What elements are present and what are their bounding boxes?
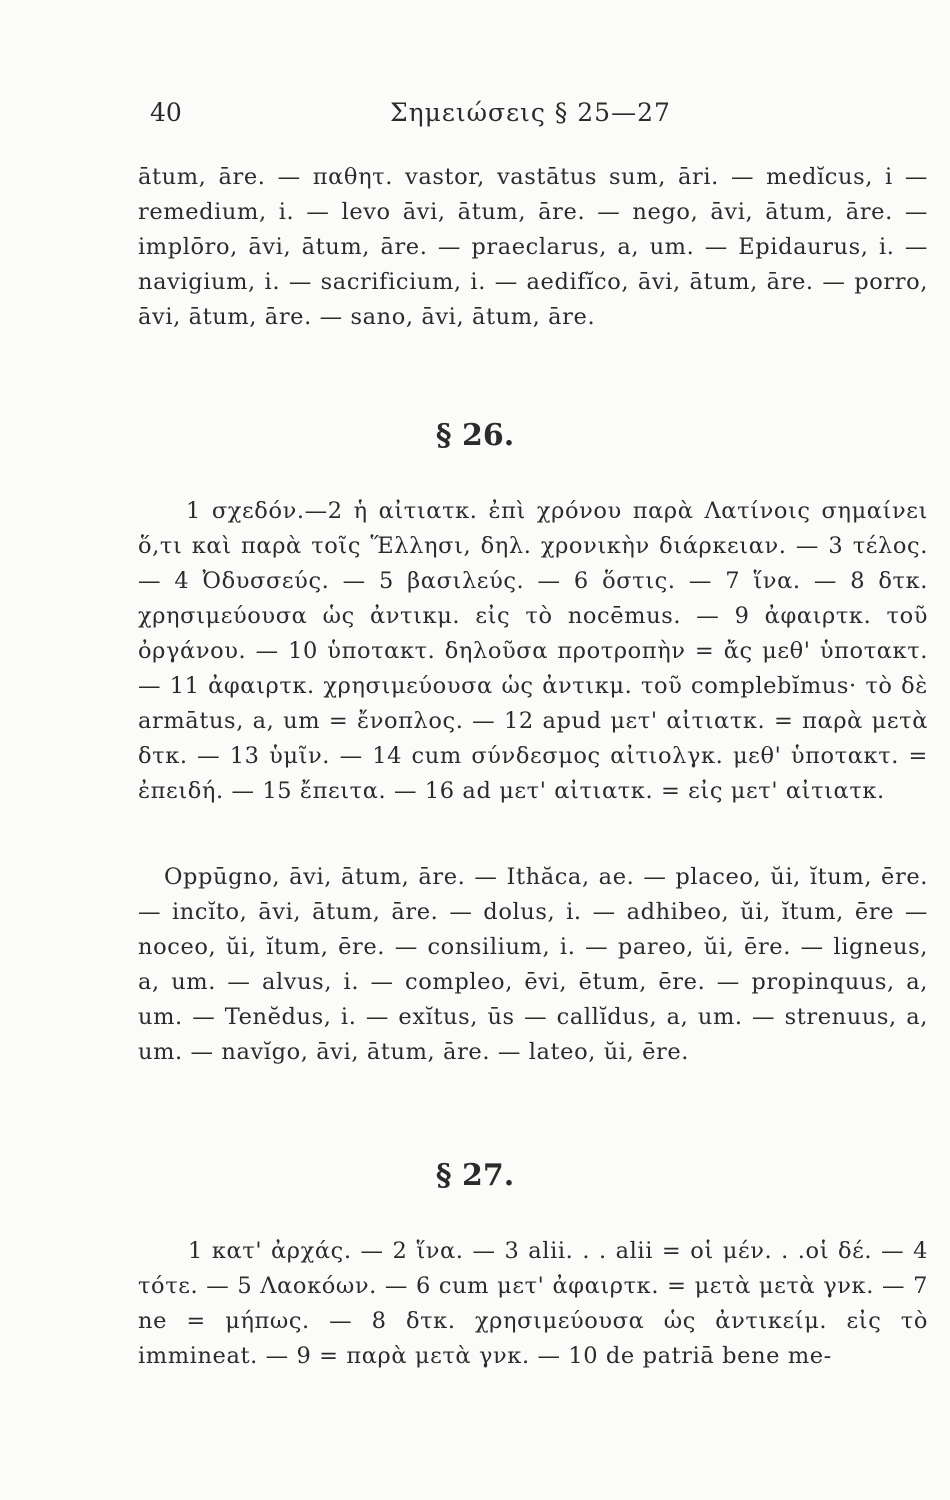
page-header [150,98,790,138]
vocabulary-paragraph-26: Oppūgno, āvi, ātum, āre. — Ithăca, ae. — placeo, ŭi, ĭtum, ēre. — incĭto, āvi, ātum, āre. — dolus, i. — adhibeo, ŭi, ĭtum, ēre — noceo, ŭi, ĭtum, ēre. — consilium, i. — pareo, ŭi, ēre. — ligneus, a, um. — alvus, i. — compleo, ēvi, ētum, ēre. — propinquus, a, um. — Tenĕdus, i. — exĭtus, ūs — callĭdus, a, um. — strenuus, a, um. — navĭgo, āvi, ātum, āre. — lateo, ŭi, ēre. [138,864,928,1065]
notes-paragraph-26: 1 σχεδόν.—2 ἡ αἰτιατκ. ἐπὶ χρόνου παρὰ Λατίνοις σημαίνει ὅ,τι καὶ παρὰ τοῖς Ἕλλησι, δηλ. χρονικὴν διάρκειαν. — 3 τέλος. — 4 Ὀδυσσεύς. — 5 βασιλεύς. — 6 ὅστις. — 7 ἵνα. — 8 δτκ. χρησιμεύουσα ὡς ἀντικμ. εἰς τὸ nocēmus. — 9 ἀφαιρτκ. τοῦ ὀργάνου. — 10 ὑποτακτ. δηλοῦσα προτροπὴν = ἄς μεθ' ὑποτακτ. — 11 ἀφαιρτκ. χρησιμεύουσα ὡς ἀντικμ. τοῦ complebĭmus· τὸ δὲ armātus, a, um = ἔνοπλος. — 12 apud μετ' αἰτιατκ. = παρὰ μετὰ δτκ. — 13 ὑμῖν. — 14 cum σύνδεσμος αἰτιολγκ. μεθ' ὑποτακτ. = ἐπειδή. — 15 ἔπειτα. — 16 ad μετ' αἰτιατκ. = εἰς μετ' αἰτιατκ. [138,498,928,804]
notes-paragraph-27: 1 κατ' ἀρχάς. — 2 ἵνα. — 3 alii. . . alii = οἱ μέν. . .οἱ δέ. — 4 τότε. — 5 Λαοκόων. — 6 cum μετ' ἀφαιρτκ. = μετὰ μετὰ γνκ. — 7 ne = μήπως. — 8 δτκ. χρησιμεύουσα ὡς ἀντικείμ. εἰς τὸ immineat. — 9 = παρὰ μετὰ γνκ. — 10 de patriā bene me- [138,1238,928,1369]
page-number: 40 [150,98,182,127]
section-heading-26: § 26. [435,418,515,453]
section-heading-27: § 27. [435,1158,515,1193]
running-title: Σημειώσεις § 25—27 [390,98,671,127]
vocabulary-paragraph-25: ātum, āre. — παθητ. vastor, vastātus sum, āri. — medĭcus, i — remedium, i. — levo āvi, ātum, āre. — nego, āvi, ātum, āre. — implōro, āvi, ātum, āre. — praeclarus, a, um. — Epidaurus, i. — navigium, i. — sacrificium, i. — aedifĭco, āvi, ātum, āre. — porro, āvi, ātum, āre. — sano, āvi, ātum, āre. [138,164,928,330]
